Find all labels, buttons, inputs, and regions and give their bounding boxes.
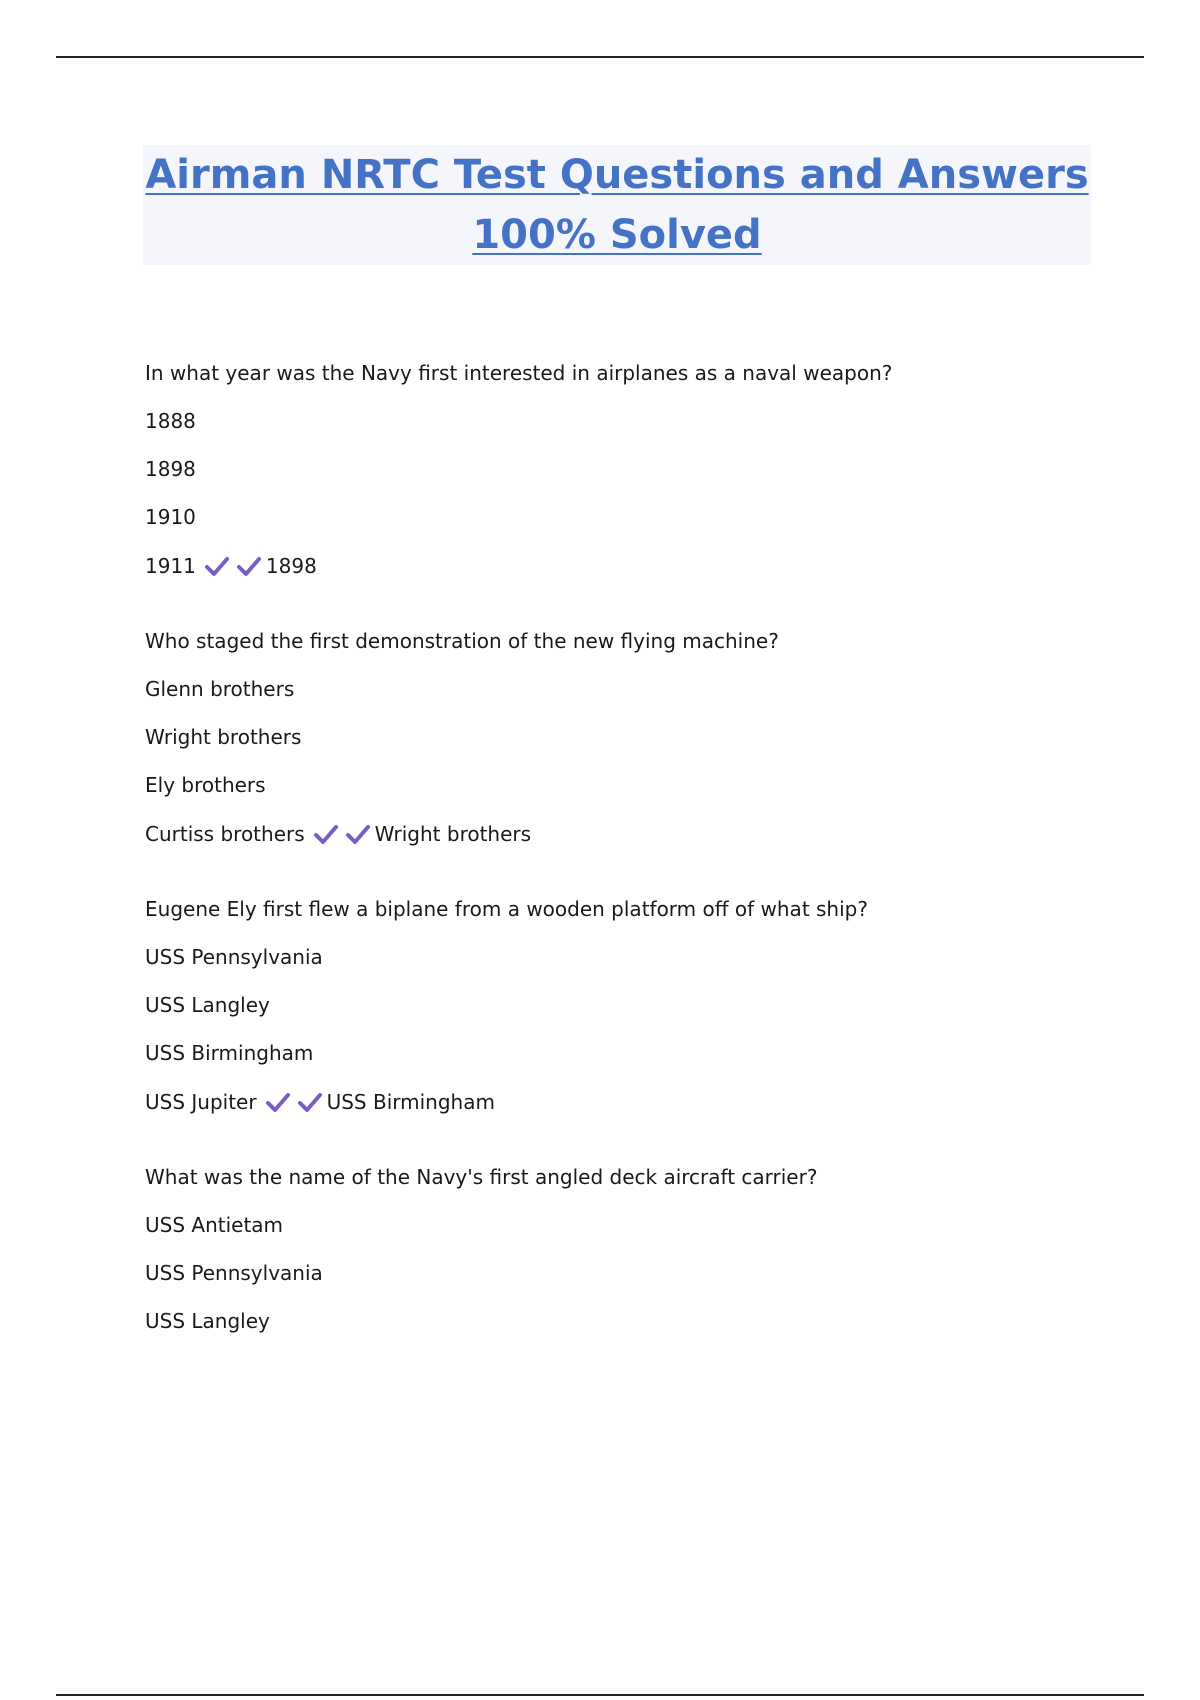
question-block [145,895,1105,1117]
header-rule [56,56,1144,58]
option-item: Glenn brothers [145,677,295,701]
option-item: Ely brothers [145,773,266,797]
last-option-with-answer [145,1087,1105,1117]
option-item: USS Pennsylvania [145,1261,323,1285]
title-banner [143,145,1091,265]
option-item: 1898 [145,457,196,481]
document-title-line-2: 100% Solved [472,212,762,258]
question-text: Who staged the first demonstration of the new flying machine? [145,629,779,653]
question-block [145,359,1105,581]
document-title-line-1: Airman NRTC Test Questions and Answers [145,152,1089,198]
last-option-with-answer [145,819,1105,849]
check-icon [345,823,371,845]
option-item: 1910 [145,505,196,529]
option-item: USS Langley [145,1309,270,1333]
option-item: 1911 [145,554,196,578]
option-item: USS Antietam [145,1213,284,1237]
question-block [145,1163,1105,1335]
question-text: What was the name of the Navy's first angled deck aircraft carrier? [145,1165,818,1189]
last-option-with-answer [145,551,1105,581]
question-text: In what year was the Navy first interested in airplanes as a naval weapon? [145,361,893,385]
check-icon [265,1091,291,1113]
option-item: USS Jupiter [145,1090,257,1114]
correct-answer: USS Birmingham [326,1090,495,1114]
footer-rule [56,1694,1144,1696]
option-item: USS Langley [145,993,270,1017]
check-icon [313,823,339,845]
check-icon [236,555,262,577]
question-text: Eugene Ely first flew a biplane from a wooden platform off of what ship? [145,897,868,921]
question-list [145,359,1105,1381]
correct-answer: Wright brothers [374,822,532,846]
check-icon [204,555,230,577]
check-icon [297,1091,323,1113]
question-block [145,627,1105,849]
option-item: 1888 [145,409,196,433]
option-item: USS Pennsylvania [145,945,323,969]
option-item: Wright brothers [145,725,302,749]
option-item: Curtiss brothers [145,822,305,846]
correct-answer: 1898 [265,554,317,578]
option-item: USS Birmingham [145,1041,314,1065]
